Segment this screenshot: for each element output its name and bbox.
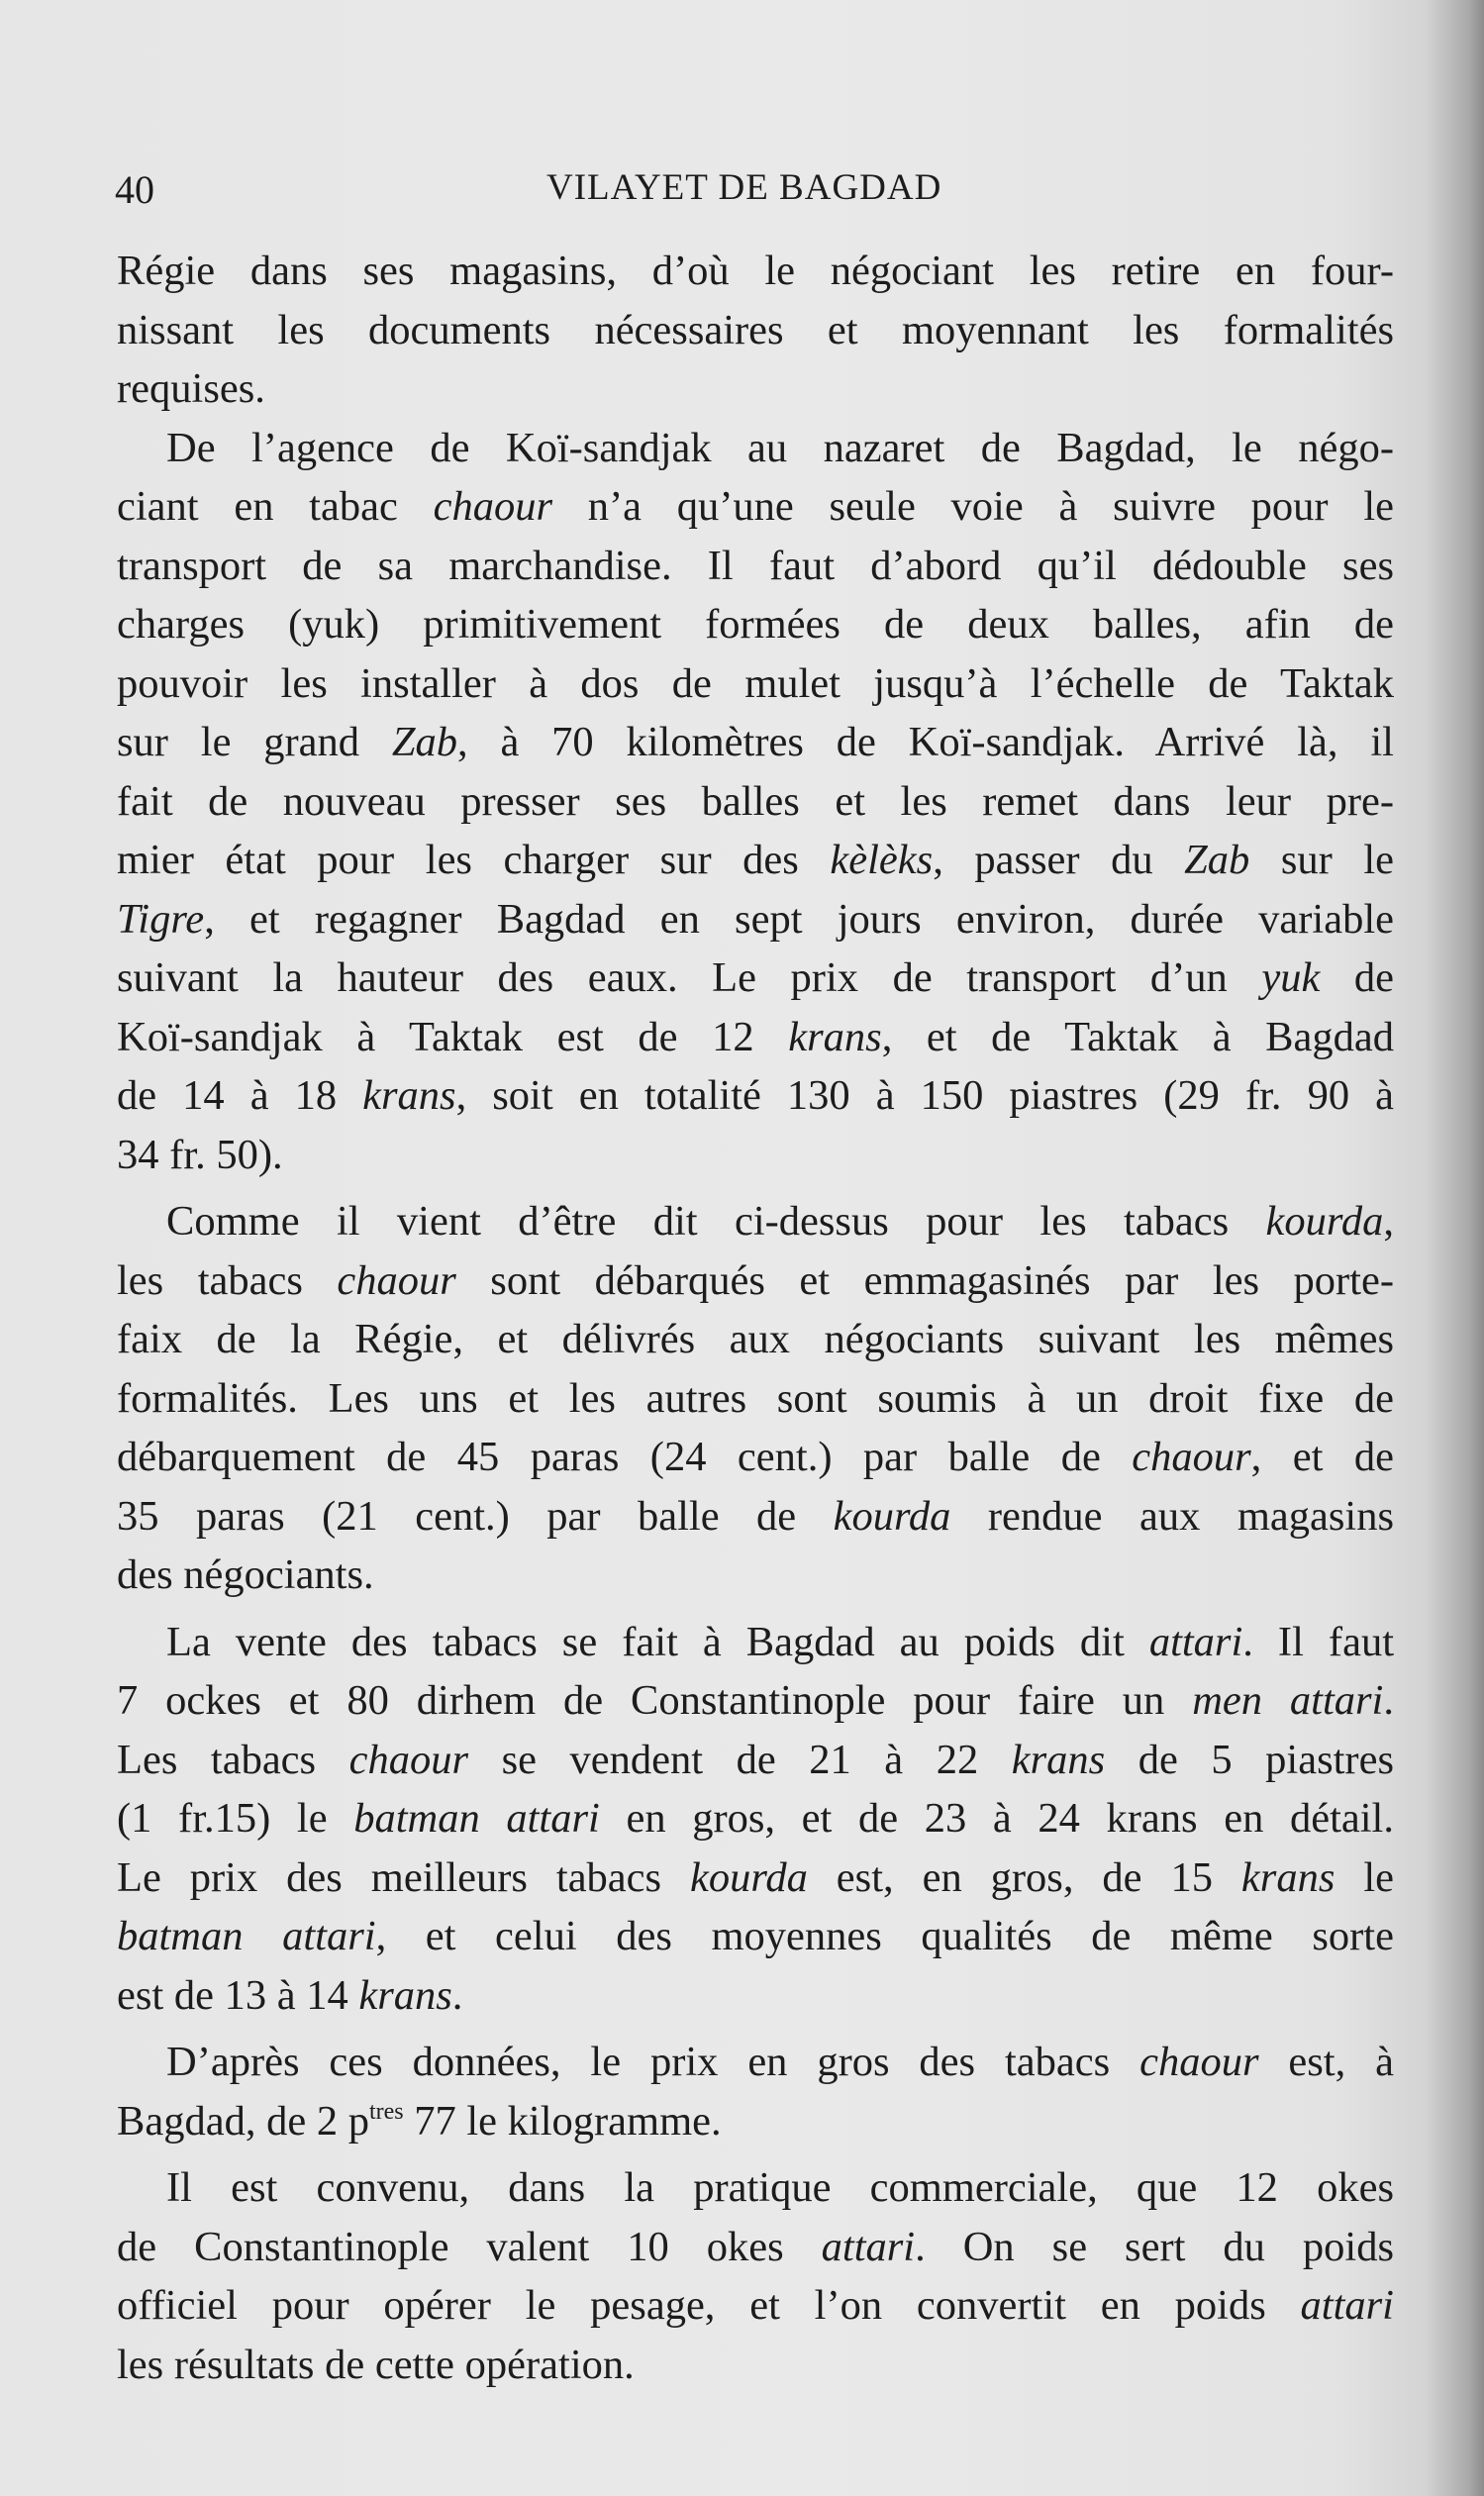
text-line: (1 fr.15) le batman attari en gros, et de 23 à 24 krans en détail.	[117, 1795, 1394, 1842]
text-line: batman attari, et celui des moyennes qualités de même sorte	[117, 1913, 1394, 1959]
text-line: faix de la Régie, et délivrés aux négociants suivant les mêmes	[117, 1316, 1394, 1362]
text-line: mier état pour les charger sur des kèlèks, passer du Zab sur le	[117, 837, 1394, 883]
text-line: officiel pour opérer le pesage, et l’on convertit en poids attari	[117, 2282, 1394, 2329]
text-line: ciant en tabac chaour n’a qu’une seule voie à suivre pour le	[117, 483, 1394, 530]
text-line: les tabacs chaour sont débarqués et emmagasinés par les porte-	[117, 1256, 1394, 1304]
text-line: La vente des tabacs se fait à Bagdad au poids dit attari. Il faut	[166, 1618, 1394, 1665]
text-line: Bagdad, de 2 $p^{tres}$ 77 le kilogramme.	[117, 2097, 722, 2145]
text-line: De l’agence de Koï-sandjak au nazaret de Bagdad, le négo-	[166, 424, 1394, 471]
text-line: requises.	[117, 365, 265, 412]
text-line: 35 paras (21 cent.) par balle de kourda rendue aux magasins	[117, 1492, 1394, 1540]
text-line: Régie dans ses magasins, d’où le négociant les retire en four-	[117, 248, 1394, 294]
text-line: de Constantinople valent 10 okes attari. On se sert du poids	[117, 2223, 1394, 2270]
running-title: VILAYET DE BAGDAD	[546, 167, 942, 208]
page-number: 40	[115, 167, 154, 212]
text-line: fait de nouveau presser ses balles et les remet dans leur pre-	[117, 777, 1394, 825]
text-line: débarquement de 45 paras (24 cent.) par balle de chaour, et de	[117, 1434, 1394, 1480]
text-line: Le prix des meilleurs tabacs kourda est, en gros, de 15 krans le	[117, 1853, 1394, 1901]
text-line: de 14 à 18 krans, soit en totalité 130 à 150 piastres (29 fr. 90 à	[117, 1072, 1394, 1119]
text-line: 34 fr. 50).	[117, 1131, 283, 1178]
body-text	[117, 242, 1394, 2394]
running-head	[115, 166, 1392, 222]
text-line: sur le grand Zab, à 70 kilomètres de Koï-sandjak. Arrivé là, il	[117, 719, 1394, 765]
text-line: Tigre, et regagner Bagdad en sept jours environ, durée variable	[117, 895, 1394, 943]
text-line: transport de sa marchandise. Il faut d’abord qu’il dédouble ses	[117, 542, 1394, 589]
text-line: formalités. Les uns et les autres sont soumis à un droit fixe de	[117, 1374, 1394, 1422]
text-line: Koï-sandjak à Taktak est de 12 krans, et de Taktak à Bagdad	[117, 1013, 1394, 1060]
text-line: les résultats de cette opération.	[117, 2341, 635, 2388]
text-line: D’après ces données, le prix en gros des tabacs chaour est, à	[166, 2039, 1395, 2085]
text-line: Comme il vient d’être dit ci-dessus pour les tabacs kourda,	[166, 1198, 1394, 1245]
text-line: charges (yuk) primitivement formées de deux balles, afin de	[117, 601, 1394, 648]
text-line: Les tabacs chaour se vendent de 21 à 22 krans de 5 piastres	[117, 1736, 1394, 1783]
text-line: pouvoir les installer à dos de mulet jusqu’à l’échelle de Taktak	[117, 659, 1394, 707]
text-line: 7 ockes et 80 dirhem de Constantinople pour faire un men attari.	[117, 1677, 1394, 1724]
text-line: Il est convenu, dans la pratique commerciale, que 12 okes	[166, 2164, 1394, 2211]
text-line: est de 13 à 14 krans.	[117, 1971, 463, 2019]
text-line: nissant les documents nécessaires et moyennant les formalités	[117, 306, 1394, 353]
text-line: des négociants.	[117, 1551, 374, 1598]
text-line: suivant la hauteur des eaux. Le prix de transport d’un yuk de	[117, 954, 1394, 1001]
